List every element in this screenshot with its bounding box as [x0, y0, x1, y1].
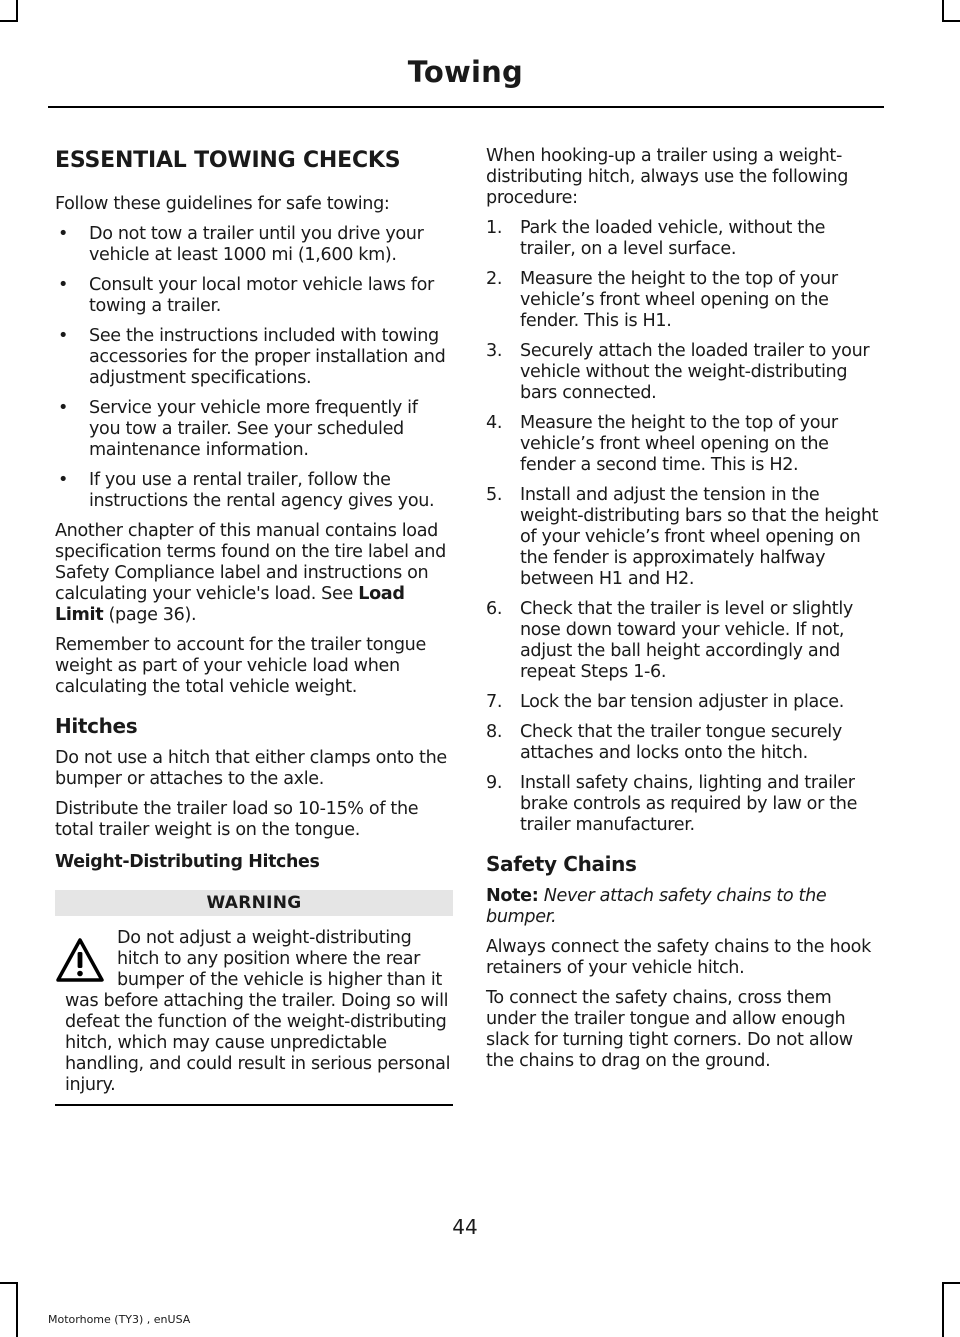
- list-item-text: Do not tow a trailer until you drive your vehicle at least 1000 mi (1,600 km).: [89, 224, 424, 265]
- bullet: •: [58, 398, 69, 418]
- step-item: [486, 341, 880, 404]
- step-text: Check that the trailer tongue securely attaches and locks onto the hitch.: [520, 722, 842, 763]
- step-number: 8.: [486, 722, 503, 742]
- step-text: Install safety chains, lighting and trailer brake controls as required by law or the trailer manufacturer.: [520, 773, 858, 835]
- crop-mark: [942, 1282, 944, 1337]
- step-item: [486, 599, 880, 683]
- load-limit-link[interactable]: Load Limit: [55, 584, 405, 625]
- crop-mark: [16, 1282, 18, 1337]
- list-item-text: If you use a rental trailer, follow the instructions the rental agency gives you.: [89, 470, 435, 511]
- bullet: •: [58, 224, 69, 244]
- procedure-steps: [486, 218, 880, 836]
- step-text: Securely attach the loaded trailer to your vehicle without the weight-distributing bars connected.: [520, 341, 870, 403]
- crop-mark: [0, 20, 18, 22]
- step-item: [486, 722, 880, 764]
- warning-label: WARNING: [55, 890, 453, 916]
- note-paragraph: [486, 886, 880, 928]
- step-item: [486, 773, 880, 836]
- left-column: [55, 146, 453, 1106]
- step-text: Measure the height to the top of your vehicle’s front wheel opening on the fender a second time. This is H2.: [520, 413, 838, 475]
- step-number: 5.: [486, 485, 503, 505]
- hitches-heading: Hitches: [55, 714, 138, 738]
- step-text: Check that the trailer is level or slightly nose down toward your vehicle. If not, adjust the ball height accordingly and repeat Steps 1-6.: [520, 599, 853, 682]
- list-item-text: See the instructions included with towing accessories for the proper installation and adjustment specifications.: [89, 326, 446, 388]
- list-item: [55, 326, 453, 389]
- weight-distributing-heading: Weight-Distributing Hitches: [55, 852, 320, 872]
- section-heading: ESSENTIAL TOWING CHECKS: [55, 148, 401, 173]
- list-item-text: Consult your local motor vehicle laws for towing a trailer.: [89, 275, 434, 316]
- load-paragraph: [55, 521, 453, 626]
- step-number: 1.: [486, 218, 503, 238]
- intro-paragraph: Follow these guidelines for safe towing:: [55, 194, 390, 214]
- crop-mark: [0, 1282, 18, 1284]
- step-text: Measure the height to the top of your vehicle’s front wheel opening on the fender. This is H1.: [520, 269, 838, 331]
- step-number: 2.: [486, 269, 503, 289]
- page-number: 44: [452, 1215, 478, 1239]
- crop-mark: [942, 1282, 960, 1284]
- crop-mark: [16, 0, 18, 22]
- step-item: [486, 485, 880, 590]
- guideline-list: [55, 224, 453, 512]
- list-item: [55, 224, 453, 266]
- step-number: 6.: [486, 599, 503, 619]
- list-item: [55, 275, 453, 317]
- step-number: 3.: [486, 341, 503, 361]
- note-text: Never attach safety chains to the bumper.: [486, 886, 827, 927]
- crop-mark: [942, 0, 944, 22]
- document-footer: Motorhome (TY3) , enUSA: [48, 1313, 191, 1326]
- bullet: •: [58, 470, 69, 490]
- crop-mark: [942, 20, 960, 22]
- warning-text: Do not adjust a weight-distributing hitch to any position where the rear bumper of the vehicle is higher than it was before attaching the trailer. Doing so will defeat the function of the weight-distributing hitch, which may cause unpredictable handling, and could result in serious personal injury.: [65, 928, 451, 1095]
- list-item: [55, 398, 453, 461]
- procedure-intro: When hooking-up a trailer using a weight-distributing hitch, always use the following procedure:: [486, 146, 849, 208]
- bullet: •: [58, 326, 69, 346]
- hitches-paragraph: Distribute the trailer load so 10-15% of the total trailer weight is on the tongue.: [55, 799, 419, 840]
- warning-divider: [55, 1104, 453, 1106]
- right-column: [486, 146, 880, 1081]
- step-number: 7.: [486, 692, 503, 712]
- warning-triangle-icon: [55, 936, 105, 984]
- load-limit-page: (page 36).: [103, 605, 197, 625]
- step-number: 4.: [486, 413, 503, 433]
- load-text: Another chapter of this manual contains load specification terms found on the tire label and Safety Compliance label and instructions on calculating your vehicle's load. See: [55, 521, 446, 604]
- safety-paragraph: To connect the safety chains, cross them under the trailer tongue and allow enough slack for turning tight corners. Do not allow the chains to drag on the ground.: [486, 988, 853, 1071]
- list-item-text: Service your vehicle more frequently if you tow a trailer. See your scheduled maintenance information.: [89, 398, 418, 460]
- hitches-paragraph: Do not use a hitch that either clamps onto the bumper or attaches to the axle.: [55, 748, 447, 789]
- header-divider: [48, 106, 884, 108]
- remember-paragraph: Remember to account for the trailer tongue weight as part of your vehicle load when calculating the total vehicle weight.: [55, 635, 426, 697]
- step-text: Park the loaded vehicle, without the trailer, on a level surface.: [520, 218, 826, 259]
- step-text: Install and adjust the tension in the weight-distributing bars so that the height of your vehicle’s front wheel opening on the fender is approximately halfway between H1 and H2.: [520, 485, 879, 589]
- step-item: [486, 692, 880, 713]
- page-title: Towing: [407, 55, 523, 89]
- note-label: Note:: [486, 886, 539, 906]
- bullet: •: [58, 275, 69, 295]
- warning-box: [55, 928, 453, 1096]
- step-text: Lock the bar tension adjuster in place.: [520, 692, 844, 712]
- step-item: [486, 218, 880, 260]
- safety-chains-heading: Safety Chains: [486, 852, 637, 876]
- list-item: [55, 470, 453, 512]
- safety-paragraph: Always connect the safety chains to the hook retainers of your vehicle hitch.: [486, 937, 871, 978]
- step-item: [486, 269, 880, 332]
- step-number: 9.: [486, 773, 503, 793]
- step-item: [486, 413, 880, 476]
